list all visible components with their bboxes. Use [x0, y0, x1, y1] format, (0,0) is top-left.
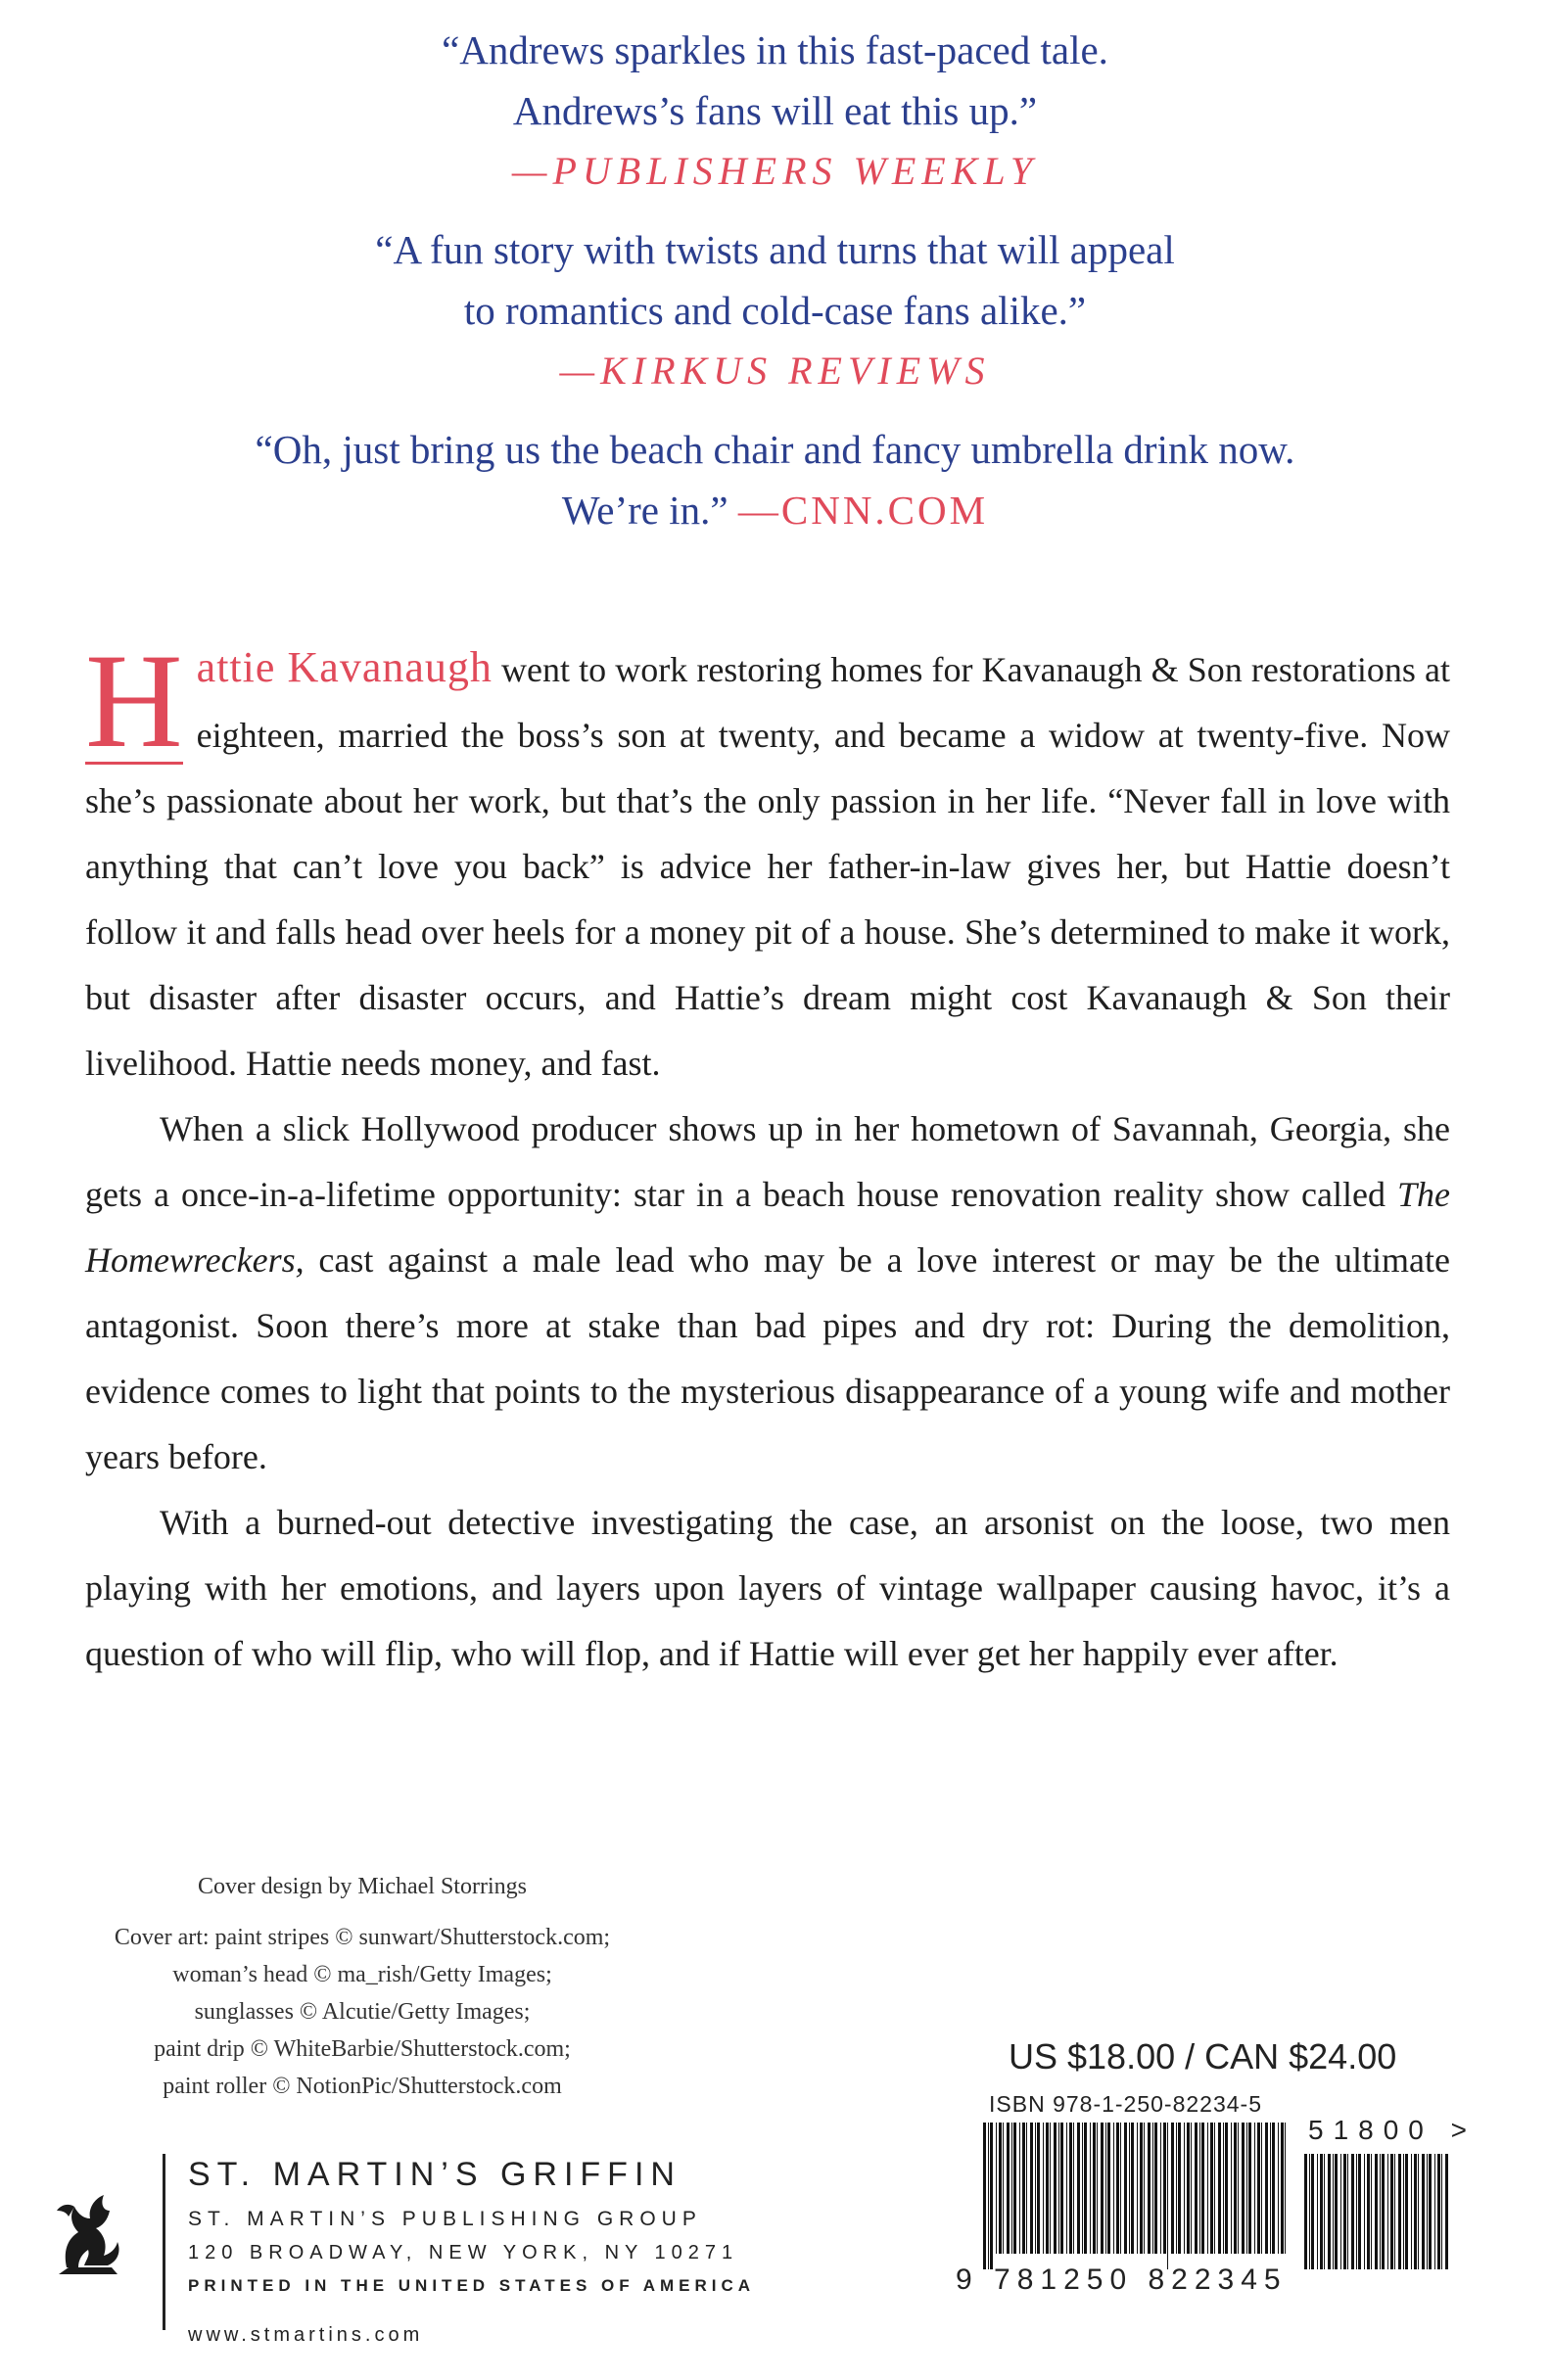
barcode-bar — [1077, 2123, 1080, 2254]
barcode-bar — [1171, 2123, 1174, 2254]
blurb-text: We’re in.” — [561, 488, 728, 533]
barcode-bar — [1405, 2154, 1408, 2269]
publisher-imprint — [188, 2150, 755, 2352]
barcode-bar — [1304, 2154, 1307, 2269]
barcode-bar — [1285, 2123, 1286, 2254]
lead-in: attie Kavanaugh — [196, 643, 493, 691]
barcode-bar — [1437, 2154, 1440, 2269]
barcode-bar — [1058, 2123, 1059, 2254]
barcode-bar — [1069, 2123, 1072, 2254]
barcode-bar — [1398, 2154, 1401, 2269]
barcode-bar — [1427, 2154, 1428, 2269]
review-blurbs — [0, 20, 1550, 558]
barcode-bar — [1007, 2123, 1010, 2254]
barcode-bar — [1434, 2154, 1435, 2269]
barcode-bar — [1356, 2154, 1357, 2269]
barcode-bar — [1035, 2123, 1036, 2254]
barcode-bar — [1358, 2154, 1361, 2269]
barcode-bar — [1120, 2123, 1121, 2254]
barcode-bar — [1131, 2123, 1134, 2254]
barcode-bar — [1390, 2154, 1393, 2269]
art-credit-line: paint roller © NotionPic/Shutterstock.com — [163, 2074, 562, 2099]
barcode-bar — [1248, 2123, 1251, 2254]
barcode-addon-text: 51800 > — [1308, 2115, 1477, 2145]
barcode-bar — [1441, 2154, 1442, 2269]
description-paragraph-1 — [85, 626, 1450, 1097]
barcode-bar — [1238, 2123, 1239, 2254]
blurb-source: —PUBLISHERS WEEKLY — [511, 149, 1039, 193]
barcode-bar — [1093, 2123, 1096, 2254]
barcode-bar — [1066, 2123, 1067, 2254]
art-credit-line: woman’s head © ma_rish/Getty Images; — [172, 1962, 552, 1987]
barcode-bar — [1225, 2123, 1228, 2254]
art-credit-line: paint drip © WhiteBarbie/Shutterstock.com; — [154, 2036, 571, 2062]
paragraph-text: went to work restoring homes for Kavanaugh & Son restorations at eighteen, married the boss’s son at twenty, and became a widow at twenty-five. Now she’s passionate about her work, but that’s the only passion in her life. “Never fall in love with anything that can’t love you back” is advice her father-in-law gives her, but Hattie doesn’t follow it and falls head over heels for a money pit of a house. She’s determined to make it work, but disaster after disaster occurs, and Hattie’s dream might cost Kavanaugh & Son their livelihood. Hattie needs money, and fast. — [85, 650, 1450, 1083]
barcode-bar — [1124, 2123, 1127, 2254]
barcode-bar — [1210, 2123, 1213, 2254]
barcode-bar — [1411, 2154, 1412, 2269]
barcode-bar — [1097, 2123, 1098, 2254]
barcode-bar — [1148, 2123, 1151, 2254]
barcode-bar — [1090, 2123, 1091, 2254]
barcode-bar — [1116, 2123, 1119, 2254]
barcode-bar — [1380, 2154, 1381, 2269]
barcode-bar — [1309, 2154, 1310, 2269]
blurb-publishers-weekly — [0, 20, 1550, 202]
barcode-bar — [999, 2123, 1002, 2254]
barcode-bar — [1234, 2123, 1237, 2254]
barcode-bar — [1105, 2123, 1106, 2254]
barcode-bar — [1347, 2154, 1348, 2269]
barcode-bar — [1242, 2123, 1245, 2254]
isbn-barcode — [979, 2123, 1292, 2269]
barcode-bar — [1060, 2123, 1063, 2254]
barcode-bar — [1429, 2154, 1432, 2269]
barcode-bar — [1403, 2154, 1404, 2269]
price-barcode — [1302, 2154, 1449, 2269]
barcode-bar — [996, 2123, 997, 2254]
barcode-bar — [1201, 2123, 1204, 2254]
barcode-bar — [1272, 2123, 1275, 2254]
barcode-bar — [1387, 2154, 1388, 2269]
barcode-bar — [1013, 2123, 1016, 2254]
barcode-bar — [1418, 2154, 1419, 2269]
barcode-bar — [1037, 2123, 1040, 2254]
barcode-bar — [1022, 2123, 1025, 2254]
barcode-bar — [1137, 2123, 1138, 2254]
barcode-bar — [1261, 2123, 1262, 2254]
barcode-digits: 9 781250 822345 — [956, 2263, 1288, 2296]
barcode-bar — [1335, 2154, 1338, 2269]
barcode-bar — [1278, 2123, 1279, 2254]
barcode-bar — [1382, 2154, 1385, 2269]
barcode-bar — [1333, 2154, 1334, 2269]
barcode-bar — [1073, 2123, 1074, 2254]
barcode-bar — [1113, 2123, 1114, 2254]
barcode-bar — [1364, 2154, 1365, 2269]
barcode-bar — [1003, 2123, 1004, 2254]
barcode-bar — [1107, 2123, 1110, 2254]
barcode-bar — [1187, 2123, 1190, 2254]
barcode-bar — [1340, 2154, 1341, 2269]
barcode-bar — [1281, 2123, 1284, 2254]
barcode-bar — [983, 2123, 986, 2269]
publisher-website: www.stmartins.com — [188, 2324, 424, 2346]
blurb-text: “Oh, just bring us the beach chair and fancy umbrella drink now. — [255, 427, 1295, 472]
art-credit-line: Cover art: paint stripes © sunwart/Shutterstock.com; — [114, 1925, 611, 1950]
barcode-bar — [1207, 2123, 1208, 2254]
barcode-bar — [1176, 2123, 1177, 2254]
barcode-bar — [1163, 2123, 1166, 2254]
barcode-bar — [1191, 2123, 1192, 2254]
barcode-bar — [1011, 2123, 1012, 2254]
barcode-bar — [1394, 2154, 1395, 2269]
barcode-bar — [1223, 2123, 1224, 2254]
barcode-bar — [1184, 2123, 1185, 2254]
barcode-bar — [1351, 2154, 1354, 2269]
printed-in: PRINTED IN THE UNITED STATES OF AMERICA — [188, 2276, 756, 2295]
barcode-bar — [1218, 2123, 1221, 2254]
barcode-bar — [1375, 2154, 1378, 2269]
barcode-bar — [1140, 2123, 1143, 2254]
barcode-bar — [1231, 2123, 1232, 2254]
blurb-source: —KIRKUS REVIEWS — [559, 349, 991, 393]
blurb-kirkus — [0, 219, 1550, 401]
barcode-bar — [1270, 2123, 1271, 2254]
barcode-bar — [1317, 2154, 1318, 2269]
description-paragraph-2 — [85, 1097, 1450, 1490]
barcode-bar — [1154, 2123, 1157, 2254]
barcode-bar — [1328, 2154, 1331, 2269]
barcode-bar — [1195, 2123, 1198, 2254]
barcode-bar — [1019, 2123, 1020, 2254]
barcode-bar — [1445, 2154, 1448, 2269]
cover-credits — [88, 1868, 636, 2105]
barcode-bar — [1101, 2123, 1104, 2254]
art-credit-line: sunglasses © Alcutie/Getty Images; — [194, 1999, 531, 2025]
barcode-bar — [1054, 2123, 1057, 2254]
barcode-bar — [990, 2123, 993, 2269]
barcode-bar — [1257, 2123, 1260, 2254]
description-paragraph-3: With a burned-out detective investigating the case, an arsonist on the loose, two men playing with her emotions, and layers upon layers of vintage wallpaper causing havoc, it’s a question of who will flip, who will flop, and if Hattie will ever get her happily ever after. — [85, 1503, 1450, 1673]
cover-design-credit: Cover design by Michael Storrings — [198, 1874, 527, 1899]
barcode-bar — [1367, 2154, 1370, 2269]
barcode-bar — [1144, 2123, 1145, 2254]
barcode-bar — [1046, 2123, 1049, 2254]
barcode-bar — [1265, 2123, 1268, 2254]
barcode-bar — [1043, 2123, 1044, 2254]
barcode-bar — [1320, 2154, 1323, 2269]
barcode-bar — [1371, 2154, 1372, 2269]
barcode-bar — [988, 2123, 989, 2269]
barcode-bar — [1414, 2154, 1417, 2269]
barcode-bar — [1214, 2123, 1215, 2254]
blurb-text: Andrews’s fans will eat this up.” — [512, 88, 1038, 133]
blurb-text-with-source — [0, 480, 1550, 540]
price-label: US $18.00 / CAN $24.00 — [1009, 2036, 1397, 2077]
barcode-bar — [1178, 2123, 1181, 2254]
barcode-bar — [1030, 2123, 1033, 2254]
barcode-bar — [1082, 2123, 1083, 2254]
isbn-label: ISBN 978-1-250-82234-5 — [989, 2091, 1262, 2117]
drop-cap: H — [85, 626, 183, 775]
barcode-bar — [1343, 2154, 1346, 2269]
blurb-text: “Andrews sparkles in this fast-paced tale. — [442, 27, 1108, 72]
barcode-bar — [1246, 2123, 1247, 2254]
blurb-text: “A fun story with twists and turns that will appeal — [375, 227, 1175, 272]
imprint-divider — [163, 2154, 165, 2330]
blurb-text: to romantics and cold-case fans alike.” — [463, 288, 1087, 333]
griffin-logo-icon — [39, 2181, 137, 2289]
book-description — [85, 626, 1450, 1687]
barcode-bar — [1167, 2123, 1168, 2269]
barcode-bar — [1129, 2123, 1130, 2254]
blurb-source: —CNN.COM — [737, 488, 989, 533]
paragraph-text: cast against a male lead who may be a love interest or may be the ultimate antagonist. Soon there’s more at stake than bad pipes and dry rot: During the demolition, evidence comes to light that points to the mysterious disappearance of a young wife and mother years before. — [85, 1240, 1450, 1476]
publishing-group: ST. MARTIN’S PUBLISHING GROUP — [188, 2208, 702, 2230]
paragraph-text: When a slick Hollywood producer shows up in her hometown of Savannah, Georgia, she gets a once-in-a-lifetime opportunity: star in a beach house renovation reality show called — [85, 1109, 1450, 1214]
barcode-bar — [1324, 2154, 1325, 2269]
show-title: The Homewreckers, — [85, 1175, 1450, 1280]
barcode-bar — [1026, 2123, 1027, 2254]
barcode-bar — [1152, 2123, 1153, 2254]
barcode-bar — [1050, 2123, 1051, 2254]
publisher-address: 120 BROADWAY, NEW YORK, NY 10271 — [188, 2242, 739, 2263]
barcode-bar — [1084, 2123, 1087, 2254]
barcode-bar — [1199, 2123, 1200, 2254]
barcode-bar — [1422, 2154, 1425, 2269]
barcode-bar — [1254, 2123, 1255, 2254]
barcode-bar — [1160, 2123, 1161, 2254]
blurb-cnn — [0, 419, 1550, 540]
imprint-name: ST. MARTIN’S GRIFFIN — [188, 2156, 681, 2193]
barcode-bar — [1311, 2154, 1314, 2269]
